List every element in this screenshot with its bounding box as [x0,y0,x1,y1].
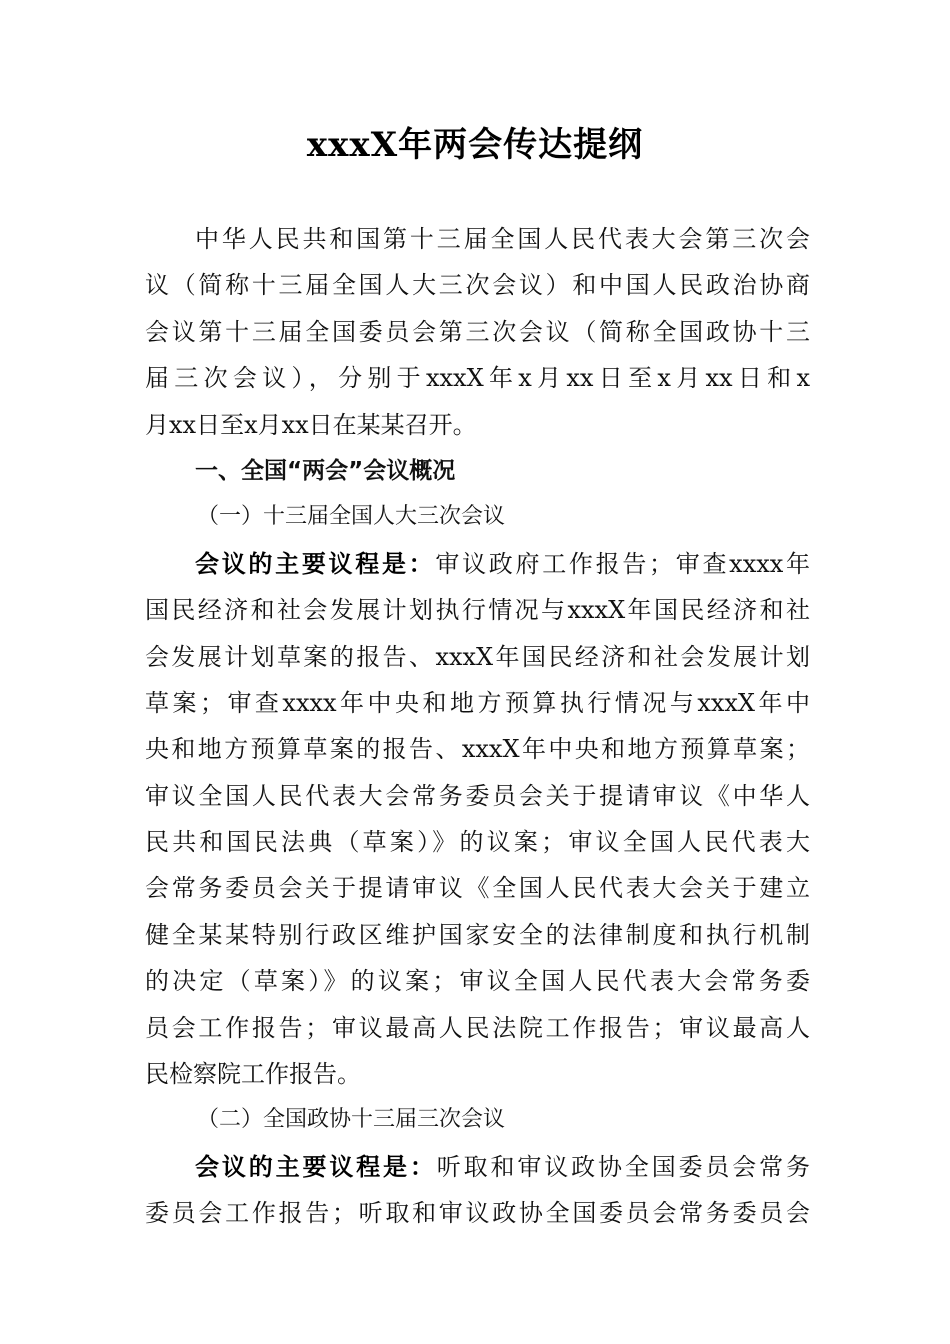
paragraph-line: 会发展计划草案的报告、xxxX年国民经济和社会发展计划 [145,642,810,671]
paragraph-line [145,1144,810,1190]
paragraph-line: 会常务委员会关于提请审议《全国人民代表大会关于建立 [145,874,810,903]
paragraph-line: 委员会工作报告；听取和审议政协全国委员会常务委员会 [145,1199,810,1228]
paragraph-line: 民共和国民法典（草案）》的议案；审议全国人民代表大 [145,828,810,857]
paragraph-line: 议（简称十三届全国人大三次会议）和中国人民政治协商 [145,271,810,300]
subsection-heading: （二）全国政协十三届三次会议 [197,1107,506,1133]
agenda-lead-label: 会议的主要议程是： [195,1152,437,1181]
document-title: xxxX年两会传达提纲 [306,125,644,165]
paragraph-line: 月xx日至x月xx日在某某召开。 [145,410,477,439]
paragraph-line: 国民经济和社会发展计划执行情况与xxxX年国民经济和社 [145,596,810,625]
subsection-heading: （一）十三届全国人大三次会议 [197,504,506,530]
agenda-paragraph-cppcc [145,1144,810,1237]
paragraph-line: 央和地方预算草案的报告、xxxX年中央和地方预算草案； [145,735,810,764]
paragraph-line: 审议全国人民代表大会常务委员会关于提请审议《中华人 [145,781,810,810]
paragraph-line: 员会工作报告；审议最高人民法院工作报告；审议最高人 [145,1013,810,1042]
agenda-lead-label: 会议的主要议程是： [195,549,436,578]
agenda-text: 审议政府工作报告；审查xxxx年 [435,549,811,578]
paragraph-line: 草案；审查xxxx年中央和地方预算执行情况与xxxX年中 [145,688,810,717]
agenda-text: 听取和审议政协全国委员会常务 [436,1152,811,1181]
paragraph-line: 届三次会议），分别于xxxX年x月xx日至x月xx日和x [145,364,810,393]
intro-paragraph [145,216,810,448]
paragraph-line: 会议第十三届全国委员会第三次会议（简称全国政协十三 [145,317,810,346]
agenda-paragraph-npc [145,541,810,1098]
paragraph-line: 中华人民共和国第十三届全国人民代表大会第三次会 [195,225,810,253]
paragraph-line: 健全某某特别行政区维护国家安全的法律制度和执行机制 [145,920,810,949]
section-heading: 一、全国“两会”会议概况 [195,457,456,484]
paragraph-line: 的决定（草案）》的议案；审议全国人民代表大会常务委 [145,967,810,996]
paragraph-line: 民检察院工作报告。 [145,1060,361,1089]
document-body [145,216,810,1237]
paragraph-line [145,541,810,587]
